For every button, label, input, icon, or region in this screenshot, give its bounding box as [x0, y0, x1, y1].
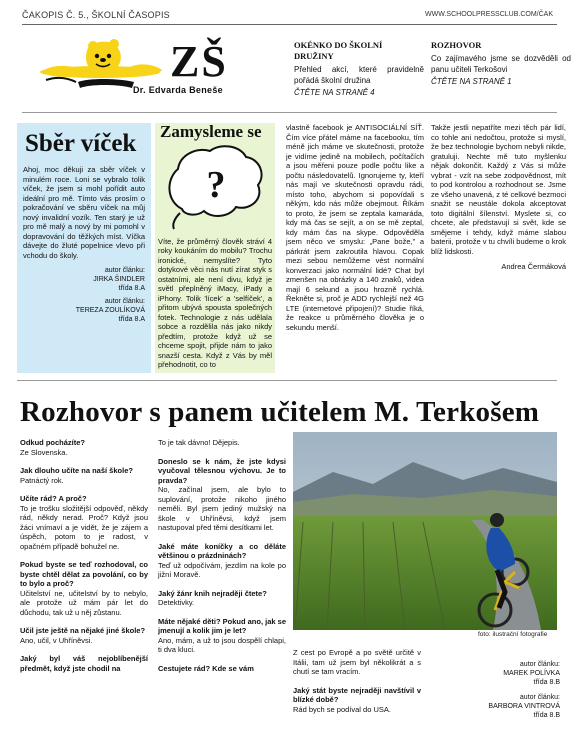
- answer: Učitelství ne, učitelství by to nebylo, ale protože už mám pár let do důchodu, tak už u něj zůstanu.: [20, 588, 148, 617]
- interview-column-1: [20, 438, 148, 673]
- credit-name: MAREK POLÍVKA: [503, 670, 560, 677]
- website-url[interactable]: WWW.SCHOOLPRESSCLUB.COM/ČAK: [425, 11, 553, 18]
- question: Jaký žánr knih nejraději čtete?: [158, 588, 267, 598]
- article-title: Zamysleme se: [160, 122, 262, 141]
- credit-label: autor článku:: [104, 267, 145, 274]
- teaser-druzina[interactable]: [294, 40, 424, 98]
- teaser-more-link[interactable]: ČTĚTE NA STRANĚ 1: [431, 77, 512, 86]
- logo-letters: ZŠ: [170, 37, 228, 86]
- credit-label: autor článku:: [519, 694, 560, 701]
- credit-class: třída 8.B: [533, 679, 560, 686]
- teaser-more-link[interactable]: ČTĚTE NA STRANĚ 4: [294, 88, 375, 97]
- question: Učíte rád? A proč?: [20, 494, 87, 503]
- section-rule: [22, 112, 557, 113]
- credit-label: autor článku:: [104, 298, 145, 305]
- teaser-rozhovor[interactable]: [431, 40, 571, 87]
- cyclist-photo: [293, 432, 557, 630]
- question: Doneslo se k nám, že jste kdysi vyučoval tělesnou výchovu. Je to pravda?: [158, 456, 286, 485]
- section-rule: [17, 380, 557, 381]
- answer: To je trošku složitější odpověď, někdy rád, někdy nerad. Proč? Když jsou žáci vnímaví a je vidět, že je zájem a úspěch, potom to je radost, v opačném případě bohužel ne.: [20, 503, 148, 551]
- credit-name: JIRKA ŠINDLER: [93, 276, 145, 283]
- photo-caption: foto: ilustrační fotografie: [478, 631, 548, 638]
- credit-class: třída 8.A: [118, 316, 145, 323]
- teaser-title: ROZHOVOR: [431, 40, 482, 50]
- question: Pokud byste se teď rozhodoval, co byste chtěl dělat za povolání, co by to bylo a proč?: [20, 560, 148, 588]
- teaser-title: OKÉNKO DO ŠKOLNÍ DRUŽINY: [294, 40, 383, 61]
- author-credit: [23, 266, 145, 293]
- teaser-text: Přehled akcí, které pravidelně pořádá školní družina: [294, 65, 424, 85]
- thinking-head-icon: [160, 139, 270, 231]
- header-rule: [22, 24, 557, 25]
- answer: To je tak dávno! Dějepis.: [158, 438, 240, 447]
- article-body: Víte, že průměrný člověk stráví 4 roky koukáním do mobilu? Trochu ironické, nemyslíte? Tyto dotykové věci nás nutí zírat styk s ostatními, ale není divu, když je světl přeplněný iMacy, iPady a iPhony. Tolik 'lícek' a 'selfíček', a přitom ubývá spousta společných fotek. Technologie z nás udělala sobce a rozdělila nás jako nikdy předtím, protože když už se chceme spojit, přijde nám to jako snazší cesta. Když z Vás by měl přehodnotit, co to: [158, 236, 272, 369]
- answer: Detektivky.: [158, 598, 195, 607]
- article-title: Sběr víček: [25, 130, 137, 157]
- interview-column-3: [293, 648, 421, 723]
- credit-name: TEREZA ZOULÍKOVÁ: [75, 307, 145, 314]
- article-body: Ahoj, moc děkuji za sběr víček v minulém roce. Loni se vybralo tolik víček, že jsem si mohl pořídit auto ideální pro mě. Tímto vás prosím o pokračování ve sběru víček na můj nový invalidní vozík. Ten starý je už pro mě malý a nový by mi pomohl v dopravování do těžkých míst. Víčka dávejte do žluté popelnice vlevo při vchodu do školy.: [23, 165, 145, 260]
- running-header: [22, 10, 557, 24]
- interview-credits: [470, 660, 560, 720]
- svg-text:?: ?: [206, 163, 226, 206]
- question: Jaký byl váš nejoblíbenější předmět, když jste chodil na: [20, 654, 148, 673]
- question: Jak dlouho učíte na naší škole?: [20, 466, 133, 475]
- answer: No, začínal jsem, ale bylo to suplování, protože nikoho jiného neměli. Byl jsem jediný mužský na škole v Uhříněvsi, když jsem nastupoval před těmi desítkami let.: [158, 485, 286, 532]
- answer: Rád bych se podíval do USA.: [293, 704, 391, 714]
- credit-class: třída 8.A: [118, 285, 145, 292]
- question: Máte nějaké děti? Pokud ano, jak se jmenují a kolik jim je let?: [158, 616, 286, 635]
- credit-class: třída 8.B: [533, 712, 560, 719]
- question: Jaký stát byste nejraději navštívil v blízké době?: [293, 685, 421, 704]
- question: Učil jste ještě na nějaké jiné škole?: [20, 626, 146, 635]
- question: Cestujete rád? Kde se vám: [158, 663, 254, 673]
- answer: Ano, mám, a už to jsou dospělí chlapi, ti dva kluci.: [158, 635, 286, 654]
- credit-label: autor článku:: [519, 661, 560, 668]
- article-zamysleme-end: [431, 123, 566, 272]
- interview-column-2: [158, 438, 286, 673]
- teaser-text: Co zajímavého jsme se dozvěděli od panu učiteli Terkošovi: [431, 54, 571, 74]
- article-body: vlastně facebook je ANTISOCIÁLNÍ SÍŤ. Čím více přátel máme na facebooku, tím méně jich máme ve skutečnosti, protože je vidíme jedině na mobilech, počítačích a jsou měřeni pouze podle počtu like a počtu následovatelů. Ignorujeme ty, kteří nás mají ve skutečnosti opravdu rádi, místo toho, abychom si popovídali s někým, kdo nás může obejmout. Říkám to proto, že jsem se zeptala kamaráda, kdy má čas se sejít, a on se mě zeptal, kdy mám čas na skype. Odpověděla jsem něco ve smyslu: „Pane bože," a párkrát jsem zakroutila hlavou. Copak mezi sebou nemůžeme vést normální konverzaci jako normální lidé? Chat byl zmenšen na obrázky a 140 znaků, videa mají 6 sekund a jsou hrozně rychlá. Řekněte si, proč je ADD rychlejší než 4G LTE (internetové připojení)? Studie říká, že reakce u průměrného člověka je o sekundu menší.: [286, 123, 424, 332]
- article-zamysleme-se: [155, 123, 275, 373]
- author-credit: [23, 297, 145, 324]
- author-signature: Andrea Čermáková: [501, 262, 566, 271]
- school-logo: [38, 38, 283, 98]
- issue-title: ČAKOPIS Č. 5., ŠKOLNÍ ČASOPIS: [22, 10, 170, 20]
- article-body: Takže jestli nepatříte mezi těch pár lidí, co tohle ani nedočtou, protože si myslí, že bez technologie bychom nebyli nikde, gratuluji. Nechte mě tuto myšlenku nějak dokončit. Každý z Vás si může vybrat - vzít na sebe zodpovědnost, mít to pod kontrolou a rozhodnout se. Jsme ze všeho unavená, z té celkové bezmoci snažit se neustále dokola akceptovat toto digitální šílenství. Myslete si, co chcete, ale představují si svět, kde se smějeme i tehdy, když máme slabou baterii, protože v tu chvíli budeme o krok blíž lidskosti.: [431, 123, 566, 256]
- answer: Patnáctý rok.: [20, 475, 64, 485]
- answer: Teď už odpočívám, jezdím na kole po jižní Moravě.: [158, 560, 286, 579]
- answer: Ze Slovenska.: [20, 447, 68, 457]
- credit-name: BARBORA VINTROVÁ: [488, 703, 560, 710]
- interview-headline: Rozhovor s panem učitelem M. Terkošem: [20, 396, 540, 428]
- article-sber-vicek: [17, 123, 151, 373]
- answer: Z cest po Evropě a po světě určitě v Itálii, tam už jsem byl několikrát a s chutí se tam vracím.: [293, 648, 421, 676]
- answer: Ano, učil, v Uhříněvsi.: [20, 635, 93, 645]
- question: Odkud pocházíte?: [20, 438, 86, 447]
- question: Jaké máte koníčky a co děláte většinou o prázdninách?: [158, 541, 286, 560]
- article-zamysleme-continued: [286, 123, 424, 332]
- school-name: Dr. Edvarda Beneše: [133, 85, 223, 95]
